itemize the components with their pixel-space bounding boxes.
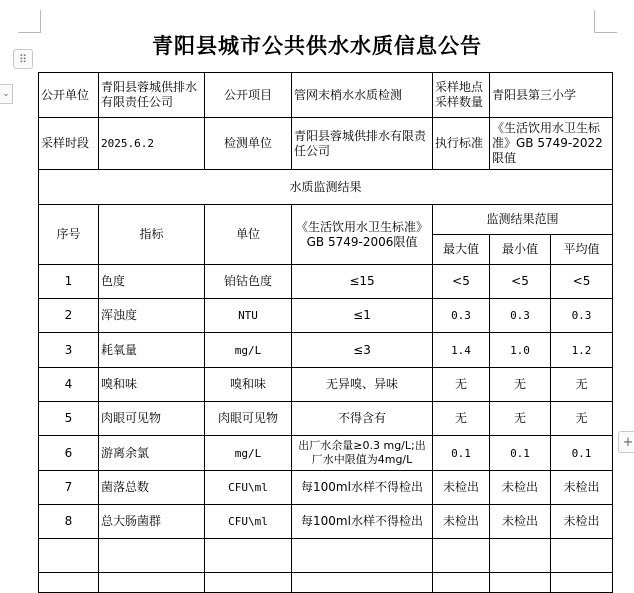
table-row (39, 368, 613, 402)
table-row (39, 471, 613, 505)
project-label: 公开项目 (205, 73, 292, 118)
row-min: 无 (490, 368, 551, 402)
empty-cell[interactable] (490, 539, 551, 573)
row-indicator: 菌落总数 (99, 471, 205, 505)
row-indicator: 肉眼可见物 (99, 402, 205, 436)
row-max: 0.3 (433, 299, 490, 333)
header-range: 监测结果范围 (433, 205, 613, 235)
row-indicator: 游离余氯 (99, 436, 205, 471)
row-limit: 无异嗅、异味 (292, 368, 433, 402)
table-row (39, 402, 613, 436)
row-limit: ≤3 (292, 333, 433, 368)
row-limit: 每100ml水样不得检出 (292, 505, 433, 539)
empty-cell[interactable] (205, 539, 292, 573)
row-no: 3 (39, 333, 99, 368)
row-max: 0.1 (433, 436, 490, 471)
row-avg: 无 (551, 402, 613, 436)
sampling-time-label: 采样时段 (39, 118, 99, 170)
table-row (39, 505, 613, 539)
sampling-site-value: 青阳县第三小学 (490, 73, 613, 118)
empty-cell[interactable] (292, 539, 433, 573)
empty-cell[interactable] (551, 539, 613, 573)
empty-cell[interactable] (99, 539, 205, 573)
row-min: <5 (490, 265, 551, 299)
standard-label: 执行标准 (433, 118, 490, 170)
document-title: 青阳县城市公共供水水质信息公告 (152, 34, 482, 58)
standard-value: 《生活饮用水卫生标准》GB 5749-2022限值 (490, 118, 613, 170)
row-max: 未检出 (433, 471, 490, 505)
header-limit: 《生活饮用水卫生标准》GB 5749-2006限值 (292, 205, 433, 265)
row-no: 5 (39, 402, 99, 436)
header-avg: 平均值 (551, 235, 613, 265)
row-min: 0.3 (490, 299, 551, 333)
header-indicator: 指标 (99, 205, 205, 265)
row-unit: CFU\ml (205, 505, 292, 539)
chevron-down-icon[interactable]: ⌄ (0, 84, 13, 104)
row-limit: 出厂水余量≥0.3 mg/L;出厂水中限值为4mg/L (292, 436, 433, 471)
empty-row (39, 539, 613, 573)
row-unit: mg/L (205, 333, 292, 368)
testing-unit-label: 检测单位 (205, 118, 292, 170)
row-min: 未检出 (490, 505, 551, 539)
publisher-label: 公开单位 (39, 73, 99, 118)
row-unit: CFU\ml (205, 471, 292, 505)
row-limit: 不得含有 (292, 402, 433, 436)
row-limit: 每100ml水样不得检出 (292, 471, 433, 505)
row-indicator: 总大肠菌群 (99, 505, 205, 539)
row-indicator: 浑浊度 (99, 299, 205, 333)
row-min: 0.1 (490, 436, 551, 471)
table-row (39, 436, 613, 471)
row-no: 1 (39, 265, 99, 299)
publisher-value: 青阳县蓉城供排水有限责任公司 (99, 73, 205, 118)
row-indicator: 耗氧量 (99, 333, 205, 368)
row-avg: 0.1 (551, 436, 613, 471)
header-max: 最大值 (433, 235, 490, 265)
row-max: 未检出 (433, 505, 490, 539)
row-min: 未检出 (490, 471, 551, 505)
row-unit: 肉眼可见物 (205, 402, 292, 436)
sampling-time-value: 2025.6.2 (99, 118, 205, 170)
table-row (39, 265, 613, 299)
section-title: 水质监测结果 (39, 170, 613, 205)
sampling-site-label: 采样地点采样数量 (433, 73, 490, 118)
row-no: 2 (39, 299, 99, 333)
row-no: 8 (39, 505, 99, 539)
row-min: 无 (490, 402, 551, 436)
water-quality-table (38, 72, 613, 593)
row-no: 7 (39, 471, 99, 505)
row-unit: 嗅和味 (205, 368, 292, 402)
row-max: 无 (433, 368, 490, 402)
header-unit: 单位 (205, 205, 292, 265)
row-indicator: 嗅和味 (99, 368, 205, 402)
row-max: <5 (433, 265, 490, 299)
row-max: 1.4 (433, 333, 490, 368)
add-column-icon[interactable]: + (618, 431, 634, 453)
row-limit: ≤15 (292, 265, 433, 299)
row-avg: 未检出 (551, 471, 613, 505)
header-min: 最小值 (490, 235, 551, 265)
row-unit: 铂钴色度 (205, 265, 292, 299)
empty-cell[interactable] (433, 539, 490, 573)
row-indicator: 色度 (99, 265, 205, 299)
row-max: 无 (433, 402, 490, 436)
row-no: 4 (39, 368, 99, 402)
row-unit: mg/L (205, 436, 292, 471)
table-row (39, 299, 613, 333)
row-limit: ≤1 (292, 299, 433, 333)
testing-unit-value: 青阳县蓉城供排水有限责任公司 (292, 118, 433, 170)
row-avg: 未检出 (551, 505, 613, 539)
row-unit: NTU (205, 299, 292, 333)
row-no: 6 (39, 436, 99, 471)
table-row (39, 333, 613, 368)
header-no: 序号 (39, 205, 99, 265)
row-avg: <5 (551, 265, 613, 299)
row-avg: 1.2 (551, 333, 613, 368)
empty-cell[interactable] (39, 539, 99, 573)
row-avg: 无 (551, 368, 613, 402)
row-min: 1.0 (490, 333, 551, 368)
project-value: 管网末梢水水质检测 (292, 73, 433, 118)
row-avg: 0.3 (551, 299, 613, 333)
drag-handle-icon[interactable]: ⠿ (13, 49, 33, 69)
